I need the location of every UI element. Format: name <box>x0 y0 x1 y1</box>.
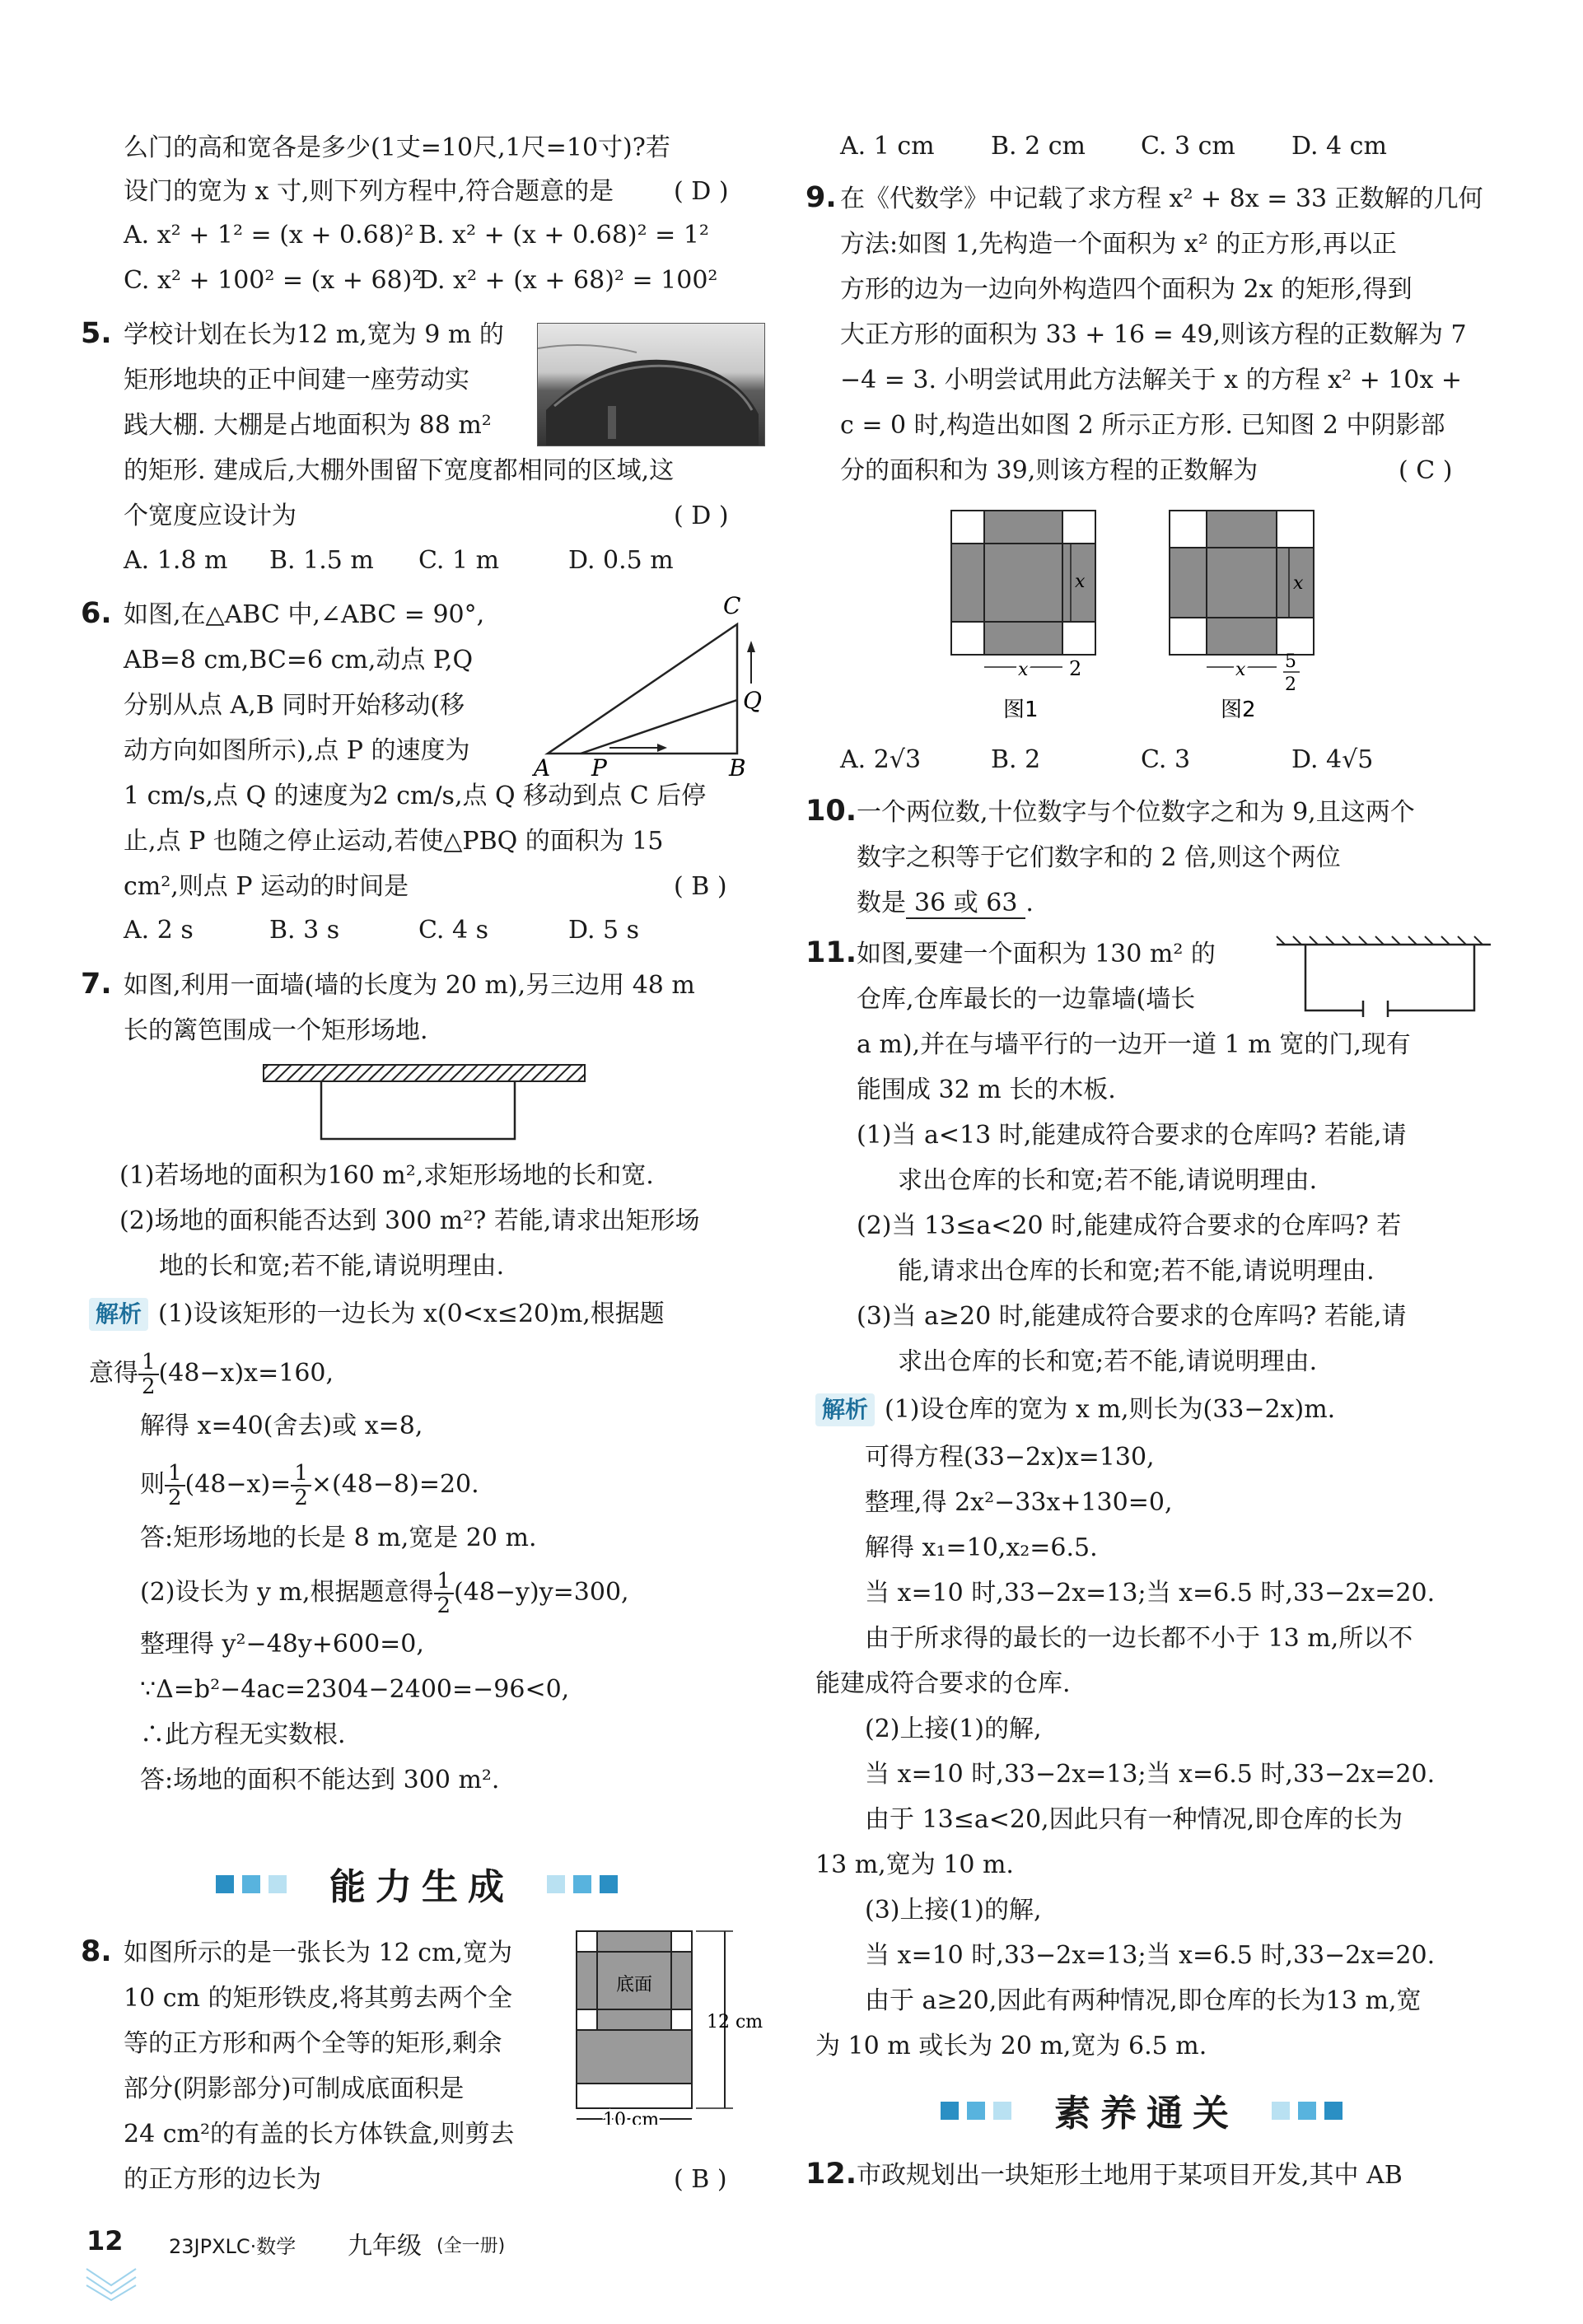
fig1-x-horizontal: x <box>1018 660 1029 680</box>
fig-base-label: 底面 <box>616 1975 653 1995</box>
q9-line2: 方法:如图 1,先构造一个面积为 x² 的正方形,再以正 <box>840 230 1397 259</box>
q8-line2: 10 cm 的矩形铁皮,将其剪去两个全 <box>124 1984 513 2013</box>
q5-line3: 践大棚. 大棚是占地面积为 88 m² <box>124 411 492 440</box>
fence <box>321 1081 515 1139</box>
section-title-literacy: 素养通关 <box>1054 2093 1239 2135</box>
fig2-caption: 图2 <box>1221 698 1256 722</box>
q10-line3 <box>857 887 1034 920</box>
triangle-figure <box>527 593 766 778</box>
q9-line1: 在《代数学》中记载了求方程 x² + 8x = 33 正数解的几何 <box>840 184 1483 213</box>
q7-s1: (1)设该矩形的一边长为 x(0<x≤20)m,根据题 <box>158 1300 665 1328</box>
q5-option-a: A. 1.8 m <box>124 546 228 575</box>
q7-s9: ∴此方程无实数根. <box>140 1720 346 1749</box>
q7-number: 7. <box>81 968 112 1001</box>
q6-answer: ( B ) <box>674 872 727 901</box>
fig-width-label: 10 cm <box>603 2110 660 2125</box>
q5-line4: 的矩形. 建成后,大棚外围留下宽度都相同的区域,这 <box>124 456 675 485</box>
q6-line5: 1 cm/s,点 Q 的速度为2 cm/s,点 Q 移动到点 C 后停 <box>124 782 707 810</box>
label-p: P <box>591 754 607 778</box>
q7-line1: 如图,利用一面墙(墙的长度为 20 m),另三边用 48 m <box>124 971 695 1000</box>
fig1-caption: 图1 <box>1003 698 1039 722</box>
q5-line1: 学校计划在长为12 m,宽为 9 m 的 <box>124 320 504 349</box>
q7-line2: 长的篱笆围成一个矩形场地. <box>124 1016 428 1045</box>
q7-s2b: (48−x)x=160, <box>158 1359 334 1388</box>
page-number: 12 <box>86 2225 124 2256</box>
q6-line6: 止,点 P 也随之停止运动,若使△PBQ 的面积为 15 <box>124 827 664 856</box>
q10-line2: 数字之积等于它们数字和的 2 倍,则这个两位 <box>857 843 1341 872</box>
q7-part2b: 地的长和宽;若不能,请说明理由. <box>159 1252 505 1281</box>
section-title-ability: 能力生成 <box>329 1866 514 1908</box>
q7-s7: 整理得 y²−48y+600=0, <box>140 1630 424 1659</box>
label-c: C <box>723 593 741 619</box>
book-code: 23JPXLC·数学 <box>169 2235 297 2258</box>
q7-part2a: (2)场地的面积能否达到 300 m²? 若能,请求出矩形场 <box>119 1206 700 1235</box>
fig2-x-vertical: x <box>1293 573 1304 594</box>
q12-line1: 市政规划出一块矩形土地用于某项目开发,其中 AB <box>857 2161 1403 2190</box>
q11-s5: 当 x=10 时,33−2x=13;当 x=6.5 时,33−2x=20. <box>865 1579 1436 1608</box>
q9-number: 9. <box>806 181 837 214</box>
fraction-half: $\frac{1}{2}$ <box>434 1570 455 1617</box>
q4-option-b: B. x² + (x + 0.68)² = 1² <box>418 221 709 250</box>
q4-option-a: A. x² + 1² = (x + 0.68)² <box>124 221 414 250</box>
q4-answer: ( D ) <box>674 177 729 206</box>
q11-s13: 当 x=10 时,33−2x=13;当 x=6.5 时,33−2x=20. <box>865 1941 1436 1970</box>
q11-s2: 可得方程(33−2x)x=130, <box>865 1443 1155 1472</box>
q6-number: 6. <box>81 597 112 630</box>
q10-number: 10. <box>806 795 857 828</box>
q5-option-c: C. 1 m <box>418 546 500 575</box>
q11-s11: 13 m,宽为 10 m. <box>815 1850 1014 1879</box>
fraction-half: $\frac{1}{2}$ <box>138 1351 159 1398</box>
fig1-two: 2 <box>1069 657 1082 680</box>
q8-line4: 部分(阴影部分)可制成底面积是 <box>124 2074 465 2103</box>
q7-s6a: (2)设长为 y m,根据题意得 <box>140 1578 434 1607</box>
q9-option-c: C. 3 <box>1141 745 1191 774</box>
q11-line2: 仓库,仓库最长的一边靠墙(墙长 <box>857 985 1196 1014</box>
q4-line1: 么门的高和宽各是多少(1丈=10尺,1尺=10寸)?若 <box>124 133 670 162</box>
q10-line1: 一个两位数,十位数字与个位数字之和为 9,且这两个 <box>857 798 1415 827</box>
warehouse-figure <box>1272 935 1495 1025</box>
q8-line5: 24 cm²的有盖的长方体铁盒,则剪去 <box>124 2120 515 2149</box>
q5-number: 5. <box>81 317 112 350</box>
q11-part1a: (1)当 a<13 时,能建成符合要求的仓库吗? 若能,请 <box>857 1121 1407 1150</box>
q7-s2a: 意得 <box>89 1359 138 1388</box>
q7-solution-tag: 解析 <box>89 1298 148 1331</box>
greenhouse-image <box>538 324 764 446</box>
q11-s7: 能建成符合要求的仓库. <box>815 1669 1071 1698</box>
q5-option-d: D. 0.5 m <box>568 546 674 575</box>
q7-s10: 答:场地的面积不能达到 300 m². <box>140 1766 500 1794</box>
greenhouse-photo <box>537 323 765 446</box>
q9-option-b: B. 2 <box>991 745 1041 774</box>
q11-s3: 整理,得 2x²−33x+130=0, <box>865 1488 1173 1517</box>
q7-s8: ∵Δ=b²−4ac=2304−2400=−96<0, <box>140 1675 570 1704</box>
q8-option-b: B. 2 cm <box>991 132 1086 161</box>
q5-answer: ( D ) <box>674 502 729 530</box>
q8-line6: 的正方形的边长为 <box>124 2165 321 2194</box>
q9-figure2 <box>1170 511 1314 722</box>
q11-s14: 由于 a≥20,因此有两种情况,即仓库的长为13 m,宽 <box>865 1986 1422 2015</box>
q5-line5: 个宽度应设计为 <box>124 502 297 530</box>
q6-line7: cm²,则点 P 运动的时间是 <box>124 872 409 901</box>
q9-answer: ( C ) <box>1399 456 1453 485</box>
q11-s10: 由于 13≤a<20,因此只有一种情况,即仓库的长为 <box>865 1805 1403 1834</box>
wall-rectangle-figure <box>259 1061 589 1143</box>
fraction-half: $\frac{1}{2}$ <box>291 1462 311 1510</box>
q10-text: 数是 <box>857 889 906 917</box>
q8-number: 8. <box>81 1935 112 1968</box>
q6-option-c: C. 4 s <box>418 916 488 945</box>
q9-line7: 分的面积和为 39,则该方程的正数解为 <box>840 456 1258 485</box>
q11-part3a: (3)当 a≥20 时,能建成符合要求的仓库吗? 若能,请 <box>857 1302 1407 1331</box>
fig-height-label: 12 cm <box>707 2012 763 2032</box>
q7-s5: 答:矩形场地的长是 8 m,宽是 20 m. <box>140 1524 537 1552</box>
q9-line3: 方形的边为一边向外构造四个面积为 2x 的矩形,得到 <box>840 275 1413 304</box>
q7-solution-line2 <box>89 1351 334 1398</box>
q5-option-b: B. 1.5 m <box>269 546 374 575</box>
fig2-five: 5 <box>1285 651 1296 672</box>
label-b: B <box>729 754 746 778</box>
q11-part2a: (2)当 13≤a<20 时,能建成符合要求的仓库吗? 若 <box>857 1211 1402 1240</box>
q4-option-d: D. x² + (x + 68)² = 100² <box>418 266 718 295</box>
q6-option-a: A. 2 s <box>124 916 194 945</box>
q8-option-c: C. 3 cm <box>1141 132 1235 161</box>
q9-figure1 <box>951 511 1095 722</box>
q8-option-d: D. 4 cm <box>1291 132 1387 161</box>
fraction-half: $\frac{1}{2}$ <box>165 1462 185 1510</box>
q6-line3: 分别从点 A,B 同时开始移动(移 <box>124 691 465 720</box>
q4-line2: 设门的宽为 x 寸,则下列方程中,符合题意的是 <box>124 177 614 206</box>
q11-s6: 由于所求得的最长的一边长都不小于 13 m,所以不 <box>865 1624 1413 1653</box>
fig2-x-horizontal: x <box>1235 660 1246 680</box>
q7-s4c: ×(48−8)=20. <box>311 1470 479 1499</box>
q11-line4: 能围成 32 m 长的木板. <box>857 1076 1116 1104</box>
q4-option-c: C. x² + 100² = (x + 68)² <box>124 266 423 295</box>
q9-line6: c = 0 时,构造出如图 2 所示正方形. 已知图 2 中阴影部 <box>840 411 1445 440</box>
q11-solution-line1 <box>815 1393 1335 1426</box>
q10-answer: 36 或 63 <box>906 889 1025 919</box>
q6-line1: 如图,在△ABC 中,∠ABC = 90°, <box>124 600 485 629</box>
q11-line1: 如图,要建一个面积为 130 m² 的 <box>857 940 1216 968</box>
q9-figures <box>939 502 1417 729</box>
grade: 九年级 <box>348 2232 422 2261</box>
q6-option-d: D. 5 s <box>568 916 640 945</box>
triangle-abc <box>548 624 737 754</box>
q11-part2b: 能,请求出仓库的长和宽;若不能,请说明理由. <box>898 1257 1375 1286</box>
q5-line2: 矩形地块的正中间建一座劳动实 <box>124 366 469 394</box>
q7-s4a: 则 <box>140 1470 165 1499</box>
label-q: Q <box>743 687 762 714</box>
iron-sheet-figure <box>560 1923 766 2125</box>
q11-s12: (3)上接(1)的解, <box>865 1896 1042 1925</box>
q6-option-b: B. 3 s <box>269 916 340 945</box>
q9-option-a: A. 2√3 <box>840 745 922 774</box>
q11-solution-tag: 解析 <box>815 1393 875 1426</box>
q11-s4: 解得 x₁=10,x₂=6.5. <box>865 1533 1098 1562</box>
q7-part1: (1)若场地的面积为160 m²,求矩形场地的长和宽. <box>119 1161 654 1190</box>
q9-line5: −4 = 3. 小明尝试用此方法解关于 x 的方程 x² + 10x + <box>840 366 1463 394</box>
fig1-x-vertical: x <box>1075 572 1086 592</box>
q11-part1b: 求出仓库的长和宽;若不能,请说明理由. <box>898 1166 1318 1195</box>
q11-s8: (2)上接(1)的解, <box>865 1715 1042 1743</box>
q8-line1: 如图所示的是一张长为 12 cm,宽为 <box>124 1939 513 1967</box>
q7-s6b: (48−y)y=300, <box>454 1578 629 1607</box>
q11-s1: (1)设仓库的宽为 x m,则长为(33−2x)m. <box>885 1395 1336 1424</box>
q8-option-a: A. 1 cm <box>840 132 935 161</box>
q7-s4b: (48−x)= <box>184 1470 292 1499</box>
q12-number: 12. <box>806 2158 857 2191</box>
q6-line4: 动方向如图所示),点 P 的速度为 <box>124 736 470 765</box>
fig2-two: 2 <box>1285 674 1296 695</box>
q11-s9: 当 x=10 时,33−2x=13;当 x=6.5 时,33−2x=20. <box>865 1760 1436 1789</box>
q11-line3: a m),并在与墙平行的一边开一道 1 m 宽的门,现有 <box>857 1030 1411 1059</box>
q9-line4: 大正方形的面积为 33 + 16 = 49,则该方程的正数解为 7 <box>840 320 1467 349</box>
q11-part3b: 求出仓库的长和宽;若不能,请说明理由. <box>898 1347 1318 1376</box>
q7-s3: 解得 x=40(舍去)或 x=8, <box>140 1412 423 1440</box>
volume: (全一册) <box>437 2236 506 2256</box>
q8-line3: 等的正方形和两个全等的矩形,剩余 <box>124 2029 502 2058</box>
label-a: A <box>534 754 551 778</box>
q10-period: . <box>1025 889 1034 917</box>
q11-s15: 为 10 m 或长为 20 m,宽为 6.5 m. <box>815 2032 1207 2060</box>
q7-solution-line4 <box>140 1462 479 1510</box>
q6-line2: AB=8 cm,BC=6 cm,动点 P,Q <box>124 646 474 674</box>
q7-solution-line6 <box>140 1570 629 1617</box>
q11-number: 11. <box>806 936 857 969</box>
q9-option-d: D. 4√5 <box>1291 745 1374 774</box>
wall <box>264 1065 585 1081</box>
q7-solution-line1 <box>89 1298 665 1331</box>
q8-answer: ( B ) <box>674 2165 727 2194</box>
